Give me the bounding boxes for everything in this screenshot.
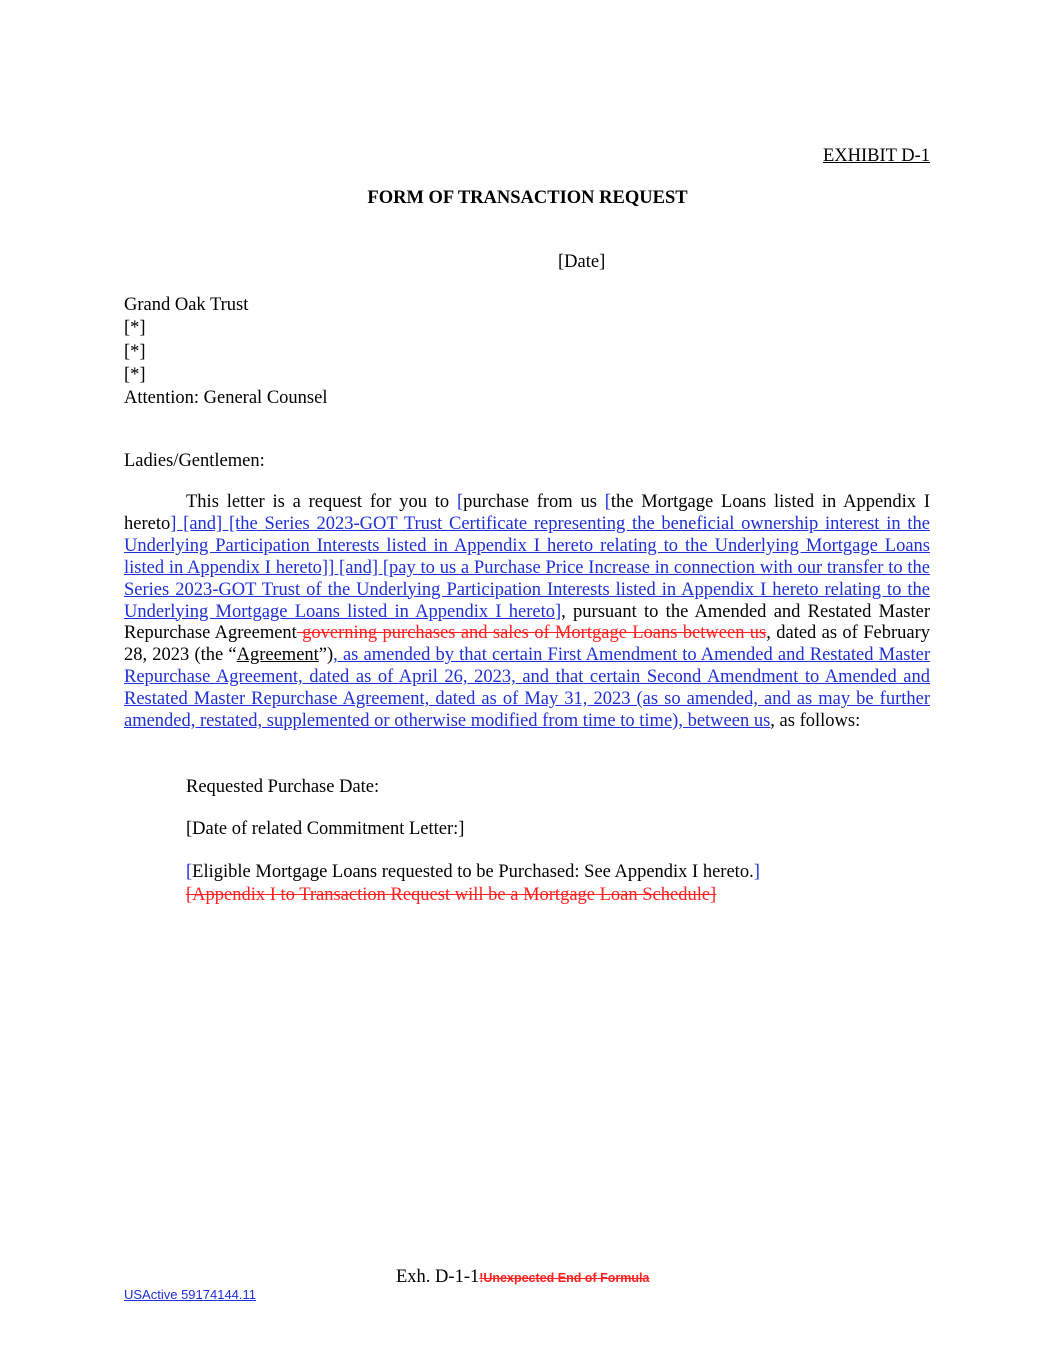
address-line: [*] bbox=[124, 364, 146, 385]
body-text: This letter is a request for you to bbox=[186, 492, 457, 512]
inserted-text: [ bbox=[456, 492, 464, 512]
address-line: [*] bbox=[124, 318, 146, 339]
page-number: Exh. D-1-1 bbox=[396, 1267, 480, 1287]
address-block bbox=[124, 294, 327, 410]
inserted-text: [ bbox=[604, 492, 611, 512]
document-id: USActive 59174144.11 bbox=[124, 1287, 257, 1302]
requested-purchase-date: Requested Purchase Date: bbox=[186, 777, 380, 797]
body-text: , dated as of February 28, 2023 (the “ bbox=[124, 623, 930, 666]
deleted-appendix-note: [Appendix I to Transaction Request will be a Mortgage Loan Schedule] bbox=[186, 885, 717, 905]
exhibit-label: EXHIBIT D-1 bbox=[822, 146, 930, 166]
eligible-loans-item bbox=[186, 861, 760, 907]
formula-error: !Unexpected End of Formula bbox=[479, 1271, 650, 1285]
defined-term: Agreement bbox=[236, 645, 319, 666]
deleted-text: governing purchases and sales of Mortgage Loans between us bbox=[296, 623, 767, 644]
address-line: Grand Oak Trust bbox=[124, 295, 249, 315]
eligible-loans-text: Eligible Mortgage Loans requested to be Purchased: See Appendix I hereto. bbox=[192, 862, 754, 882]
date-placeholder: [Date] bbox=[558, 252, 606, 272]
attention-line: Attention: General Counsel bbox=[124, 388, 328, 409]
address-line: [*] bbox=[124, 341, 146, 362]
inserted-text: , as amended by that certain First Amendment to Amended and Restated Master Repurchase Agreement, dated as of April 26, 2023, and that certain Second Amendment to Amended and Restated Master Repurchase Agreement, dated as of May 31, 2023 (as so amended, and as may be further amended, restated, supplemented or otherwise modified from time to time), between us bbox=[124, 645, 930, 732]
document-title: FORM OF TRANSACTION REQUEST bbox=[367, 188, 688, 208]
body-text: the Mortgage Loans listed in Appendix I hereto bbox=[124, 492, 930, 534]
request-paragraph bbox=[124, 492, 930, 733]
inserted-text: ] bbox=[753, 862, 760, 882]
body-text: , as follows: bbox=[770, 711, 861, 732]
body-text: ”) bbox=[318, 645, 334, 666]
inserted-text: [ bbox=[186, 862, 193, 882]
body-text: , pursuant to the Amended and Restated Master Repurchase Agreement bbox=[124, 601, 930, 644]
commitment-letter-date: [Date of related Commitment Letter:] bbox=[186, 819, 465, 839]
salutation: Ladies/Gentlemen: bbox=[124, 451, 265, 471]
page-footer bbox=[396, 1267, 649, 1288]
inserted-text: ] [and] [the Series 2023-GOT Trust Certificate representing the beneficial ownership interest in the Underlying Participation Interests listed in Appendix I hereto relating to the Underlying Mortgage Loans listed in Appendix I hereto]] [and] [pay to us a Purchase Price Increase in connection with our transfer to the Series 2023-GOT Trust of the Underlying Participation Interests listed in Appendix I hereto relating to the Underlying Mortgage Loans listed in Appendix I hereto] bbox=[124, 513, 930, 622]
body-text: purchase from us bbox=[463, 492, 605, 512]
